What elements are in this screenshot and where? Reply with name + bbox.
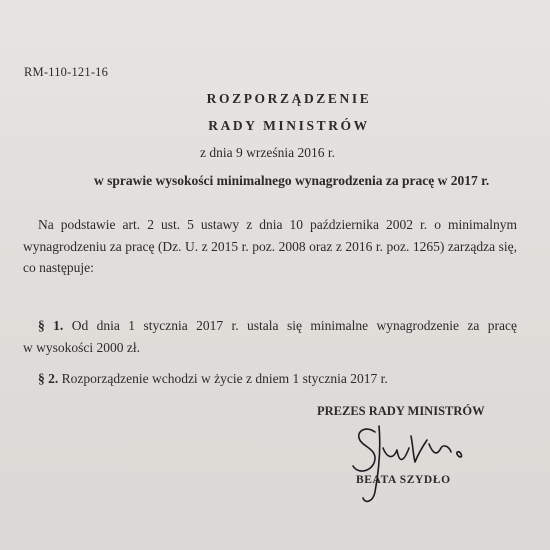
section-1-marker: § 1.	[38, 318, 64, 333]
section-2-line: § 2. Rozporządzenie wchodzi w życie z dniem 1 stycznia 2017 r.	[38, 371, 388, 386]
handwritten-signature	[345, 418, 470, 508]
section-2	[23, 368, 517, 390]
preamble-line-2: wynagrodzeniu za pracę (Dz. U. z 2015 r. poz. 2008 oraz z 2016 r. poz. 1265) zarządza się,	[23, 238, 517, 254]
document-title: ROZPORZĄDZENIE	[206, 91, 372, 106]
reference-number: RM-110-121-16	[24, 65, 109, 79]
preamble-paragraph	[23, 214, 517, 279]
document-date: z dnia 9 września 2016 r.	[200, 145, 335, 160]
document-subject: w sprawie wysokości minimalnego wynagrodzenia za pracę w 2017 r.	[94, 173, 490, 188]
section-1-line-1: § 1. Od dnia 1 stycznia 2017 r. ustala się minimalne wynagrodzenie za pracę	[38, 318, 518, 333]
section-1	[23, 315, 517, 358]
preamble-line-1: Na podstawie art. 2 ust. 5 ustawy z dnia 10 października 2002 r. o minimalnym	[38, 217, 517, 232]
signatory-name: BEATA SZYDŁO	[356, 474, 451, 486]
signatory-title: PREZES RADY MINISTRÓW	[317, 404, 485, 418]
section-2-marker: § 2.	[38, 371, 59, 386]
preamble-line-3: co następuje:	[23, 260, 94, 275]
section-1-line-2: w wysokości 2000 zł.	[23, 339, 140, 355]
issuing-authority: RADY MINISTRÓW	[208, 118, 370, 133]
